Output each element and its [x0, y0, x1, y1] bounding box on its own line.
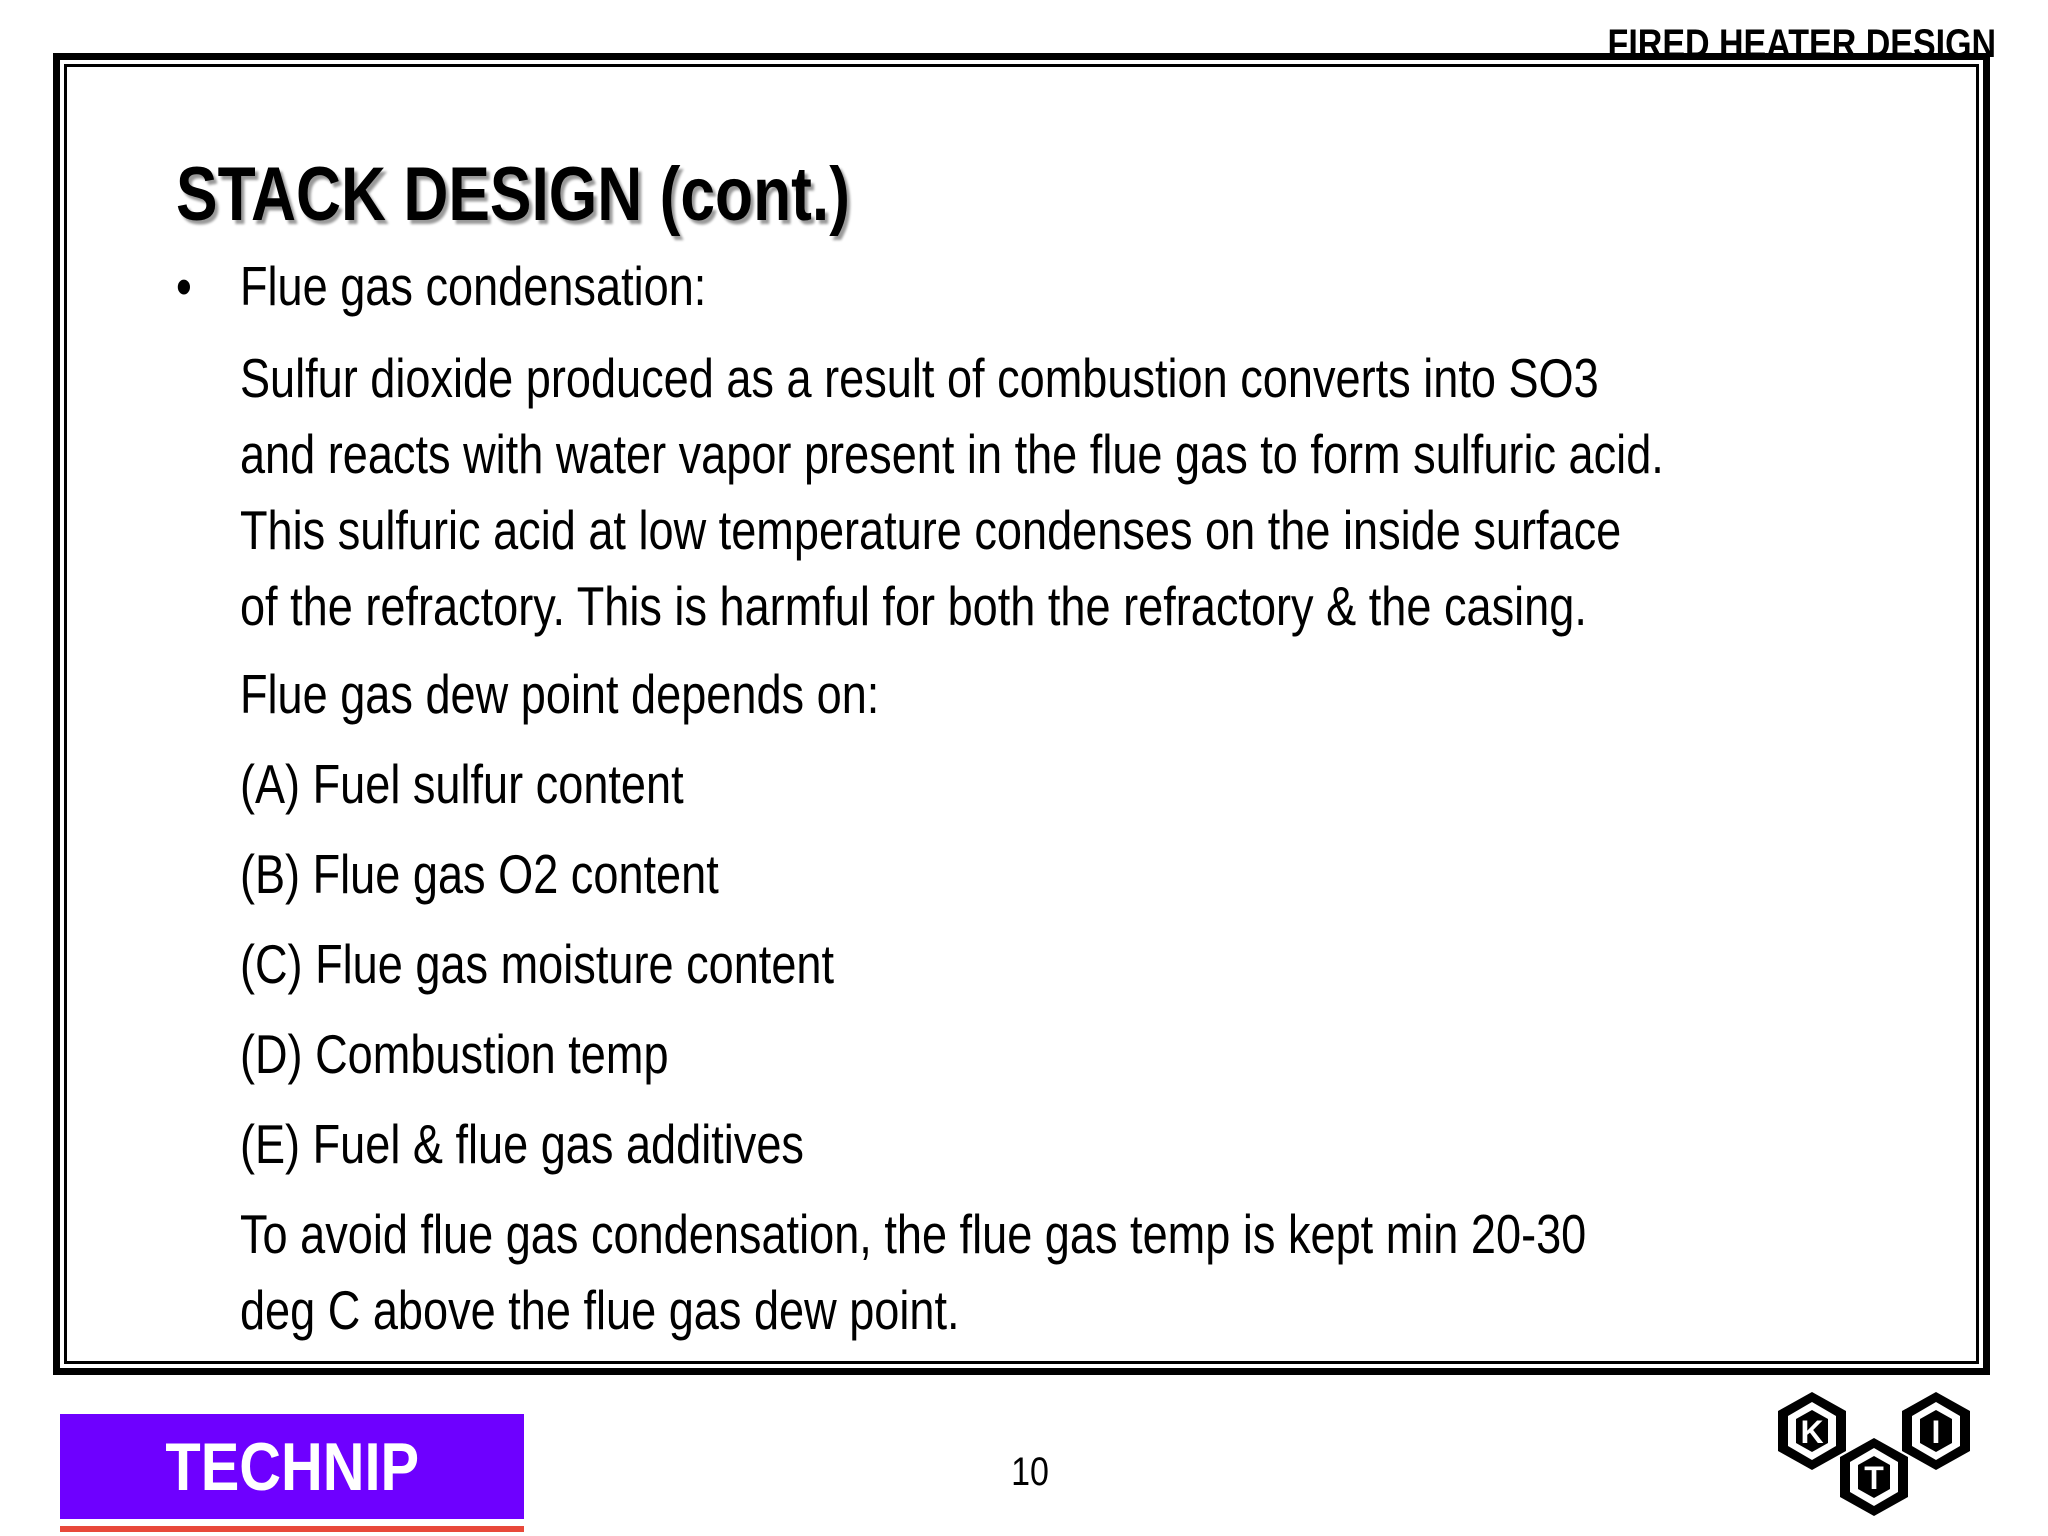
- kti-hexagon-i: [1902, 1392, 1970, 1470]
- kti-logo: [1770, 1388, 1980, 1528]
- bullet-heading: Flue gas condensation:: [239, 255, 707, 317]
- technip-underline: [60, 1526, 524, 1532]
- slide-title: STACK DESIGN (cont.): [176, 152, 850, 237]
- kti-letter-i: I: [1931, 1414, 1941, 1450]
- kti-letter-t: T: [1864, 1460, 1884, 1496]
- technip-logo: [60, 1414, 524, 1519]
- kti-letter-k: K: [1800, 1414, 1824, 1450]
- kti-hexagon-k: [1778, 1392, 1846, 1470]
- kti-hexagon-t: [1840, 1438, 1908, 1516]
- header-title: FIRED HEATER DESIGN: [1607, 22, 1996, 66]
- slide-frame-inner: [64, 64, 1979, 1364]
- technip-logo-text: TECHNIP: [165, 1428, 419, 1505]
- page-number: 10: [1011, 1450, 1049, 1494]
- bullet-dot: •: [176, 255, 192, 317]
